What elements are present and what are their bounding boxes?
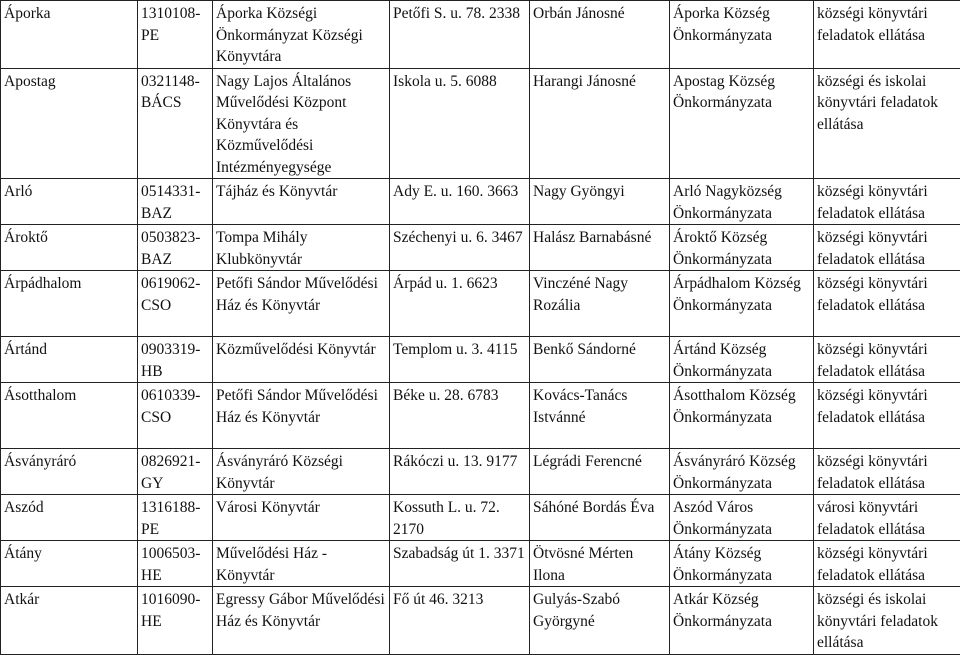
task-cell: községi és iskolai könyvtári feladatok ellátása <box>814 68 960 179</box>
code-cell: 1316188-PE <box>138 495 213 541</box>
library-name-cell: Ásványráró Községi Könyvtár <box>213 449 390 495</box>
code-cell: 0514331-BAZ <box>138 179 213 225</box>
librarian-cell: Légrádi Ferencné <box>530 449 670 495</box>
code-cell: 0826921-GY <box>138 449 213 495</box>
code-cell: 1310108-PE <box>138 1 213 69</box>
address-cell: Petőfi S. u. 78. 2338 <box>390 1 530 69</box>
address-cell: Ady E. u. 160. 3663 <box>390 179 530 225</box>
task-cell: községi könyvtári feladatok ellátása <box>814 271 960 337</box>
town-cell: Aszód <box>1 495 138 541</box>
librarian-cell: Sáhóné Bordás Éva <box>530 495 670 541</box>
librarian-cell: Gulyás-Szabó Györgyné <box>530 587 670 655</box>
maintainer-cell: Arló Nagyközség Önkormányzata <box>670 179 814 225</box>
library-name-cell: Áporka Községi Önkormányzat Községi Könyvtára <box>213 1 390 69</box>
library-name-cell: Petőfi Sándor Művelődési Ház és Könyvtár <box>213 383 390 449</box>
task-cell: községi könyvtári feladatok ellátása <box>814 1 960 69</box>
address-cell: Iskola u. 5. 6088 <box>390 68 530 179</box>
task-cell: községi könyvtári feladatok ellátása <box>814 449 960 495</box>
library-name-cell: Nagy Lajos Általános Művelődési Központ Könyvtára és Közművelődési Intézményegysége <box>213 68 390 179</box>
code-cell: 0619062-CSO <box>138 271 213 337</box>
town-cell: Ároktő <box>1 225 138 271</box>
librarian-cell: Halász Barnabásné <box>530 225 670 271</box>
town-cell: Ásványráró <box>1 449 138 495</box>
maintainer-cell: Átány Község Önkormányzata <box>670 541 814 587</box>
town-cell: Atkár <box>1 587 138 655</box>
town-cell: Ártánd <box>1 337 138 383</box>
code-cell: 0503823-BAZ <box>138 225 213 271</box>
library-name-cell: Városi Könyvtár <box>213 495 390 541</box>
table-row <box>1 337 960 383</box>
librarian-cell: Ötvösné Mérten Ilona <box>530 541 670 587</box>
maintainer-cell: Atkár Község Önkormányzata <box>670 587 814 655</box>
maintainer-cell: Áporka Község Önkormányzata <box>670 1 814 69</box>
code-cell: 1016090-HE <box>138 587 213 655</box>
maintainer-cell: Apostag Község Önkormányzata <box>670 68 814 179</box>
town-cell: Áporka <box>1 1 138 69</box>
table-row <box>1 449 960 495</box>
table-row <box>1 383 960 449</box>
task-cell: községi könyvtári feladatok ellátása <box>814 225 960 271</box>
task-cell: községi könyvtári feladatok ellátása <box>814 179 960 225</box>
table-row <box>1 179 960 225</box>
address-cell: Széchenyi u. 6. 3467 <box>390 225 530 271</box>
librarian-cell: Kovács-Tanács Istvánné <box>530 383 670 449</box>
town-cell: Árpádhalom <box>1 271 138 337</box>
librarian-cell: Orbán Jánosné <box>530 1 670 69</box>
town-cell: Átány <box>1 541 138 587</box>
table-row <box>1 271 960 337</box>
code-cell: 0903319-HB <box>138 337 213 383</box>
address-cell: Templom u. 3. 4115 <box>390 337 530 383</box>
task-cell: községi könyvtári feladatok ellátása <box>814 337 960 383</box>
address-cell: Rákóczi u. 13. 9177 <box>390 449 530 495</box>
librarian-cell: Vinczéné Nagy Rozália <box>530 271 670 337</box>
maintainer-cell: Árpádhalom Község Önkormányzata <box>670 271 814 337</box>
library-name-cell: Közművelődési Könyvtár <box>213 337 390 383</box>
address-cell: Kossuth L. u. 72. 2170 <box>390 495 530 541</box>
table-row <box>1 541 960 587</box>
library-name-cell: Művelődési Ház - Könyvtár <box>213 541 390 587</box>
task-cell: községi könyvtári feladatok ellátása <box>814 383 960 449</box>
town-cell: Ásotthalom <box>1 383 138 449</box>
table-row <box>1 1 960 69</box>
maintainer-cell: Aszód Város Önkormányzata <box>670 495 814 541</box>
library-name-cell: Egressy Gábor Művelődési Ház és Könyvtár <box>213 587 390 655</box>
town-cell: Arló <box>1 179 138 225</box>
address-cell: Fő út 46. 3213 <box>390 587 530 655</box>
code-cell: 0610339-CSO <box>138 383 213 449</box>
address-cell: Szabadság út 1. 3371 <box>390 541 530 587</box>
table-row <box>1 495 960 541</box>
address-cell: Árpád u. 1. 6623 <box>390 271 530 337</box>
maintainer-cell: Ártánd Község Önkormányzata <box>670 337 814 383</box>
task-cell: községi könyvtári feladatok ellátása <box>814 541 960 587</box>
town-cell: Apostag <box>1 68 138 179</box>
address-cell: Béke u. 28. 6783 <box>390 383 530 449</box>
library-name-cell: Tájház és Könyvtár <box>213 179 390 225</box>
librarian-cell: Harangi Jánosné <box>530 68 670 179</box>
library-name-cell: Tompa Mihály Klubkönyvtár <box>213 225 390 271</box>
task-cell: községi és iskolai könyvtári feladatok ellátása <box>814 587 960 655</box>
table-row <box>1 225 960 271</box>
librarian-cell: Nagy Gyöngyi <box>530 179 670 225</box>
maintainer-cell: Ásványráró Község Önkormányzata <box>670 449 814 495</box>
table-row <box>1 68 960 179</box>
library-name-cell: Petőfi Sándor Művelődési Ház és Könyvtár <box>213 271 390 337</box>
librarian-cell: Benkő Sándorné <box>530 337 670 383</box>
code-cell: 0321148-BÁCS <box>138 68 213 179</box>
table-row <box>1 587 960 655</box>
maintainer-cell: Ároktő Község Önkormányzata <box>670 225 814 271</box>
code-cell: 1006503-HE <box>138 541 213 587</box>
task-cell: városi könyvtári feladatok ellátása <box>814 495 960 541</box>
maintainer-cell: Ásotthalom Község Önkormányzata <box>670 383 814 449</box>
